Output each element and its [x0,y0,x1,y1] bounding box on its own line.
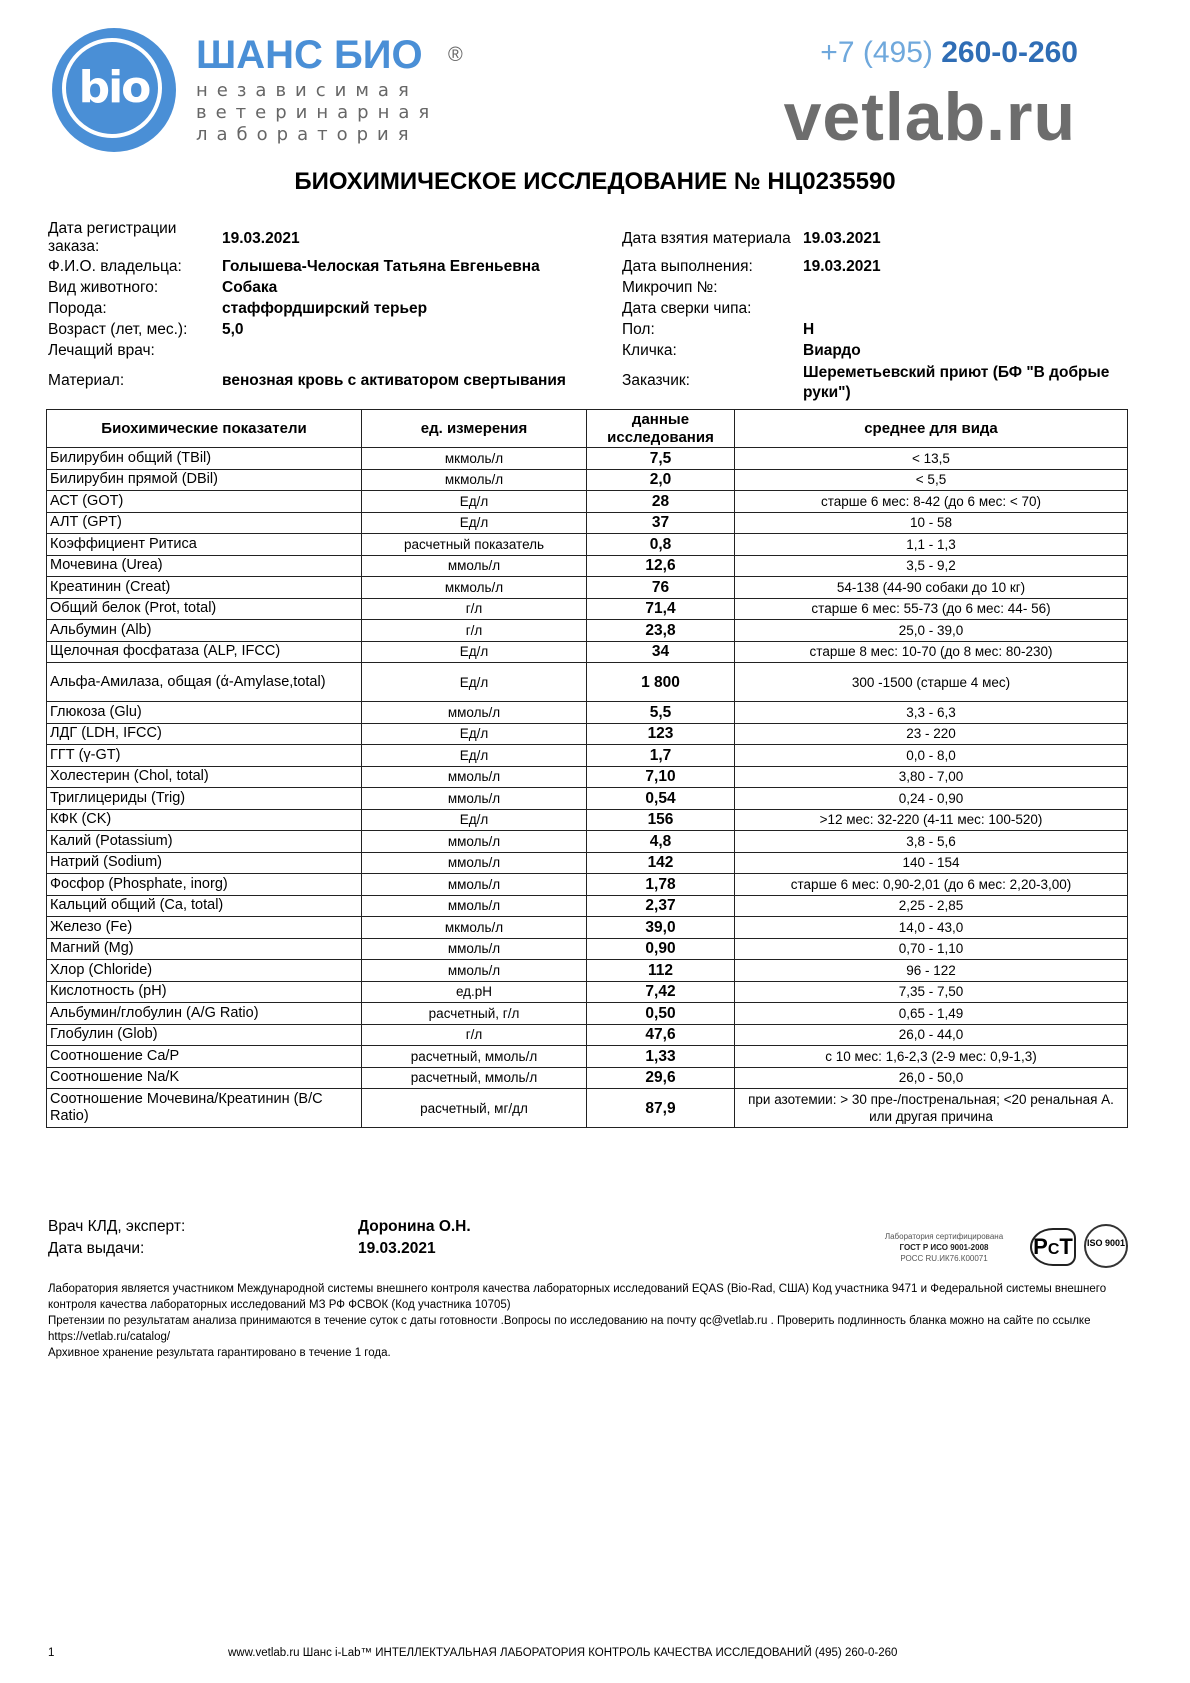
result-value: 71,4 [587,598,735,620]
unit: г/л [362,598,587,620]
cert-line-1: Лаборатория сертифицирована [884,1232,1004,1241]
table-row [47,512,1128,534]
done-date-value: 19.03.2021 [803,258,881,275]
sample-date-label: Дата взятия материала [622,230,791,247]
owner-value: Голышева-Челоская Татьяна Евгеньевна [222,258,540,275]
unit: расчетный, г/л [362,1003,587,1025]
reference-range: 3,8 - 5,6 [735,831,1128,853]
result-value: 142 [587,852,735,874]
unit: мкмоль/л [362,577,587,599]
brand-name: ШАНС БИО [196,33,423,77]
done-date-label: Дата выполнения: [622,258,753,275]
sex-value: Н [803,321,815,338]
table-row [47,641,1128,663]
indicator-name: Соотношение Мочевина/Креатинин (B/C Ratio) [47,1089,362,1128]
table-row [47,534,1128,556]
result-value: 2,0 [587,469,735,491]
result-value: 0,90 [587,938,735,960]
pet-name-label: Кличка: [622,342,677,359]
table-row [47,745,1128,767]
table-row [47,1003,1128,1025]
result-value: 7,10 [587,766,735,788]
footer-claims-note: Претензии по результатам анализа принимаются в течение суток с даты готовности .Вопросы по исследованию на почту qc@vetlab.ru . Проверить подлинность бланка можно на сайте по ссылке https://vetlab.ru/catalog/ [48,1315,1091,1343]
reference-range: старше 6 мес: 8-42 (до 6 мес: < 70) [735,491,1128,513]
sex-label: Пол: [622,321,655,338]
result-value: 112 [587,960,735,982]
phone [820,36,1078,70]
table-row [47,938,1128,960]
result-value: 4,8 [587,831,735,853]
table-row [47,663,1128,702]
table-row [47,981,1128,1003]
table-row [47,620,1128,642]
indicator-name: Альфа-Амилаза, общая (ά-Amylase,total) [47,663,362,702]
unit: ммоль/л [362,852,587,874]
reference-range: старше 6 мес: 0,90-2,01 (до 6 мес: 2,20-3,00) [735,874,1128,896]
phone-prefix: +7 (495) [820,36,933,69]
indicator-name: Креатинин (Creat) [47,577,362,599]
customer-value: Шереметьевский приют (БФ "В добрые руки") [803,364,1110,401]
footer-archive-note: Архивное хранение результата гарантировано в течение 1 года. [48,1347,391,1359]
indicator-name: АЛТ (GPT) [47,512,362,534]
reference-range: при азотемии: > 30 пре-/постренальная; <20 ренальная А. или другая причина [735,1089,1128,1128]
bottom-banner: www.vetlab.ru Шанс i-Lab™ ИНТЕЛЛЕКТУАЛЬНАЯ ЛАБОРАТОРИЯ КОНТРОЛЬ КАЧЕСТВА ИССЛЕДОВАНИЙ (495) 260-0-260 [228,1647,898,1659]
table-row [47,1067,1128,1089]
result-value: 123 [587,723,735,745]
reference-range: >12 мес: 32-220 (4-11 мес: 100-520) [735,809,1128,831]
table-row [47,788,1128,810]
col-header-unit: ед. измерения [362,410,587,448]
reference-range: 14,0 - 43,0 [735,917,1128,939]
indicator-name: Железо (Fe) [47,917,362,939]
unit: расчетный, ммоль/л [362,1046,587,1068]
reference-range: старше 6 мес: 55-73 (до 6 мес: 44- 56) [735,598,1128,620]
pet-name-value: Виардо [803,342,861,359]
table-row [47,766,1128,788]
table-row [47,831,1128,853]
certification-text [868,1231,1020,1264]
indicator-name: Фосфор (Phosphate, inorg) [47,874,362,896]
indicator-name: Коэффициент Ритиса [47,534,362,556]
reference-range: 23 - 220 [735,723,1128,745]
reference-range: < 5,5 [735,469,1128,491]
unit: Ед/л [362,641,587,663]
indicator-name: Глюкоза (Glu) [47,702,362,724]
iso-certification-icon: ISO 9001 [1084,1224,1128,1268]
result-value: 1,33 [587,1046,735,1068]
results-table [46,409,1128,1128]
reference-range: 0,24 - 0,90 [735,788,1128,810]
indicator-name: Кальций общий (Ca, total) [47,895,362,917]
table-row [47,874,1128,896]
indicator-name: Соотношение Ca/P [47,1046,362,1068]
indicator-name: Калий (Potassium) [47,831,362,853]
unit: мкмоль/л [362,448,587,470]
table-row [47,723,1128,745]
table-row [47,577,1128,599]
expert-label: Врач КЛД, эксперт: [48,1218,186,1235]
result-value: 7,42 [587,981,735,1003]
result-value: 37 [587,512,735,534]
result-value: 29,6 [587,1067,735,1089]
result-value: 1 800 [587,663,735,702]
footer-notes [48,1281,1138,1361]
reg-date-value: 19.03.2021 [222,230,300,247]
result-value: 23,8 [587,620,735,642]
result-value: 1,78 [587,874,735,896]
indicator-name: Натрий (Sodium) [47,852,362,874]
table-header-row [47,410,1128,448]
reference-range: 3,5 - 9,2 [735,555,1128,577]
rst-certification-icon: РСТ [1030,1228,1076,1266]
unit: ммоль/л [362,874,587,896]
customer-label: Заказчик: [622,372,690,389]
unit: ммоль/л [362,895,587,917]
unit: расчетный, ммоль/л [362,1067,587,1089]
footer-eqas-note: Лаборатория является участником Международной системы внешнего контроля качества лабораторных исследований EQAS (Bio-Rad, США) Код участника 9471 и Федеральной системы внешнего контроля качества лабораторных исследований МЗ РФ ФСВОК (Код участника 10705) [48,1283,1107,1311]
unit: ммоль/л [362,831,587,853]
unit: ммоль/л [362,766,587,788]
indicator-name: АСТ (GOT) [47,491,362,513]
table-row [47,960,1128,982]
table-row [47,1024,1128,1046]
unit: Ед/л [362,723,587,745]
indicator-name: Хлор (Chloride) [47,960,362,982]
reference-range: 26,0 - 50,0 [735,1067,1128,1089]
reference-range: 2,25 - 2,85 [735,895,1128,917]
result-value: 34 [587,641,735,663]
col-header-reference: среднее для вида [735,410,1128,448]
indicator-name: Щелочная фосфатаза (ALP, IFCC) [47,641,362,663]
reference-range: 54-138 (44-90 собаки до 10 кг) [735,577,1128,599]
indicator-name: КФК (CK) [47,809,362,831]
age-value: 5,0 [222,321,244,338]
result-value: 7,5 [587,448,735,470]
reference-range: < 13,5 [735,448,1128,470]
chip-label: Микрочип №: [622,279,718,296]
reference-range: 1,1 - 1,3 [735,534,1128,556]
table-row [47,555,1128,577]
result-value: 5,5 [587,702,735,724]
unit: ммоль/л [362,788,587,810]
tagline-line-3: лаборатория [196,124,418,145]
table-row [47,895,1128,917]
cert-line-2: ГОСТ Р ИСО 9001-2008 [899,1243,989,1252]
unit: ммоль/л [362,702,587,724]
sample-date-value: 19.03.2021 [803,230,881,247]
unit: расчетный, мг/дл [362,1089,587,1128]
phone-number: 260-0-260 [941,36,1078,69]
indicator-name: Триглицериды (Trig) [47,788,362,810]
reference-range: 3,3 - 6,3 [735,702,1128,724]
doctor-label: Лечащий врач: [48,342,155,359]
result-value: 0,50 [587,1003,735,1025]
table-row [47,1046,1128,1068]
indicator-name: Альбумин (Alb) [47,620,362,642]
unit: ммоль/л [362,938,587,960]
unit: ммоль/л [362,960,587,982]
unit: ммоль/л [362,555,587,577]
table-row [47,491,1128,513]
table-row [47,702,1128,724]
indicator-name: Билирубин прямой (DBil) [47,469,362,491]
result-value: 12,6 [587,555,735,577]
table-row [47,852,1128,874]
indicator-name: ГГТ (γ-GT) [47,745,362,767]
unit: Ед/л [362,512,587,534]
tagline-line-2: ветеринарная [196,102,439,123]
reference-range: 0,65 - 1,49 [735,1003,1128,1025]
unit: Ед/л [362,745,587,767]
reference-range: 140 - 154 [735,852,1128,874]
result-value: 87,9 [587,1089,735,1128]
species-label: Вид животного: [48,279,159,296]
unit: г/л [362,620,587,642]
result-value: 28 [587,491,735,513]
table-row [47,1089,1128,1128]
table-row [47,809,1128,831]
issue-date-value: 19.03.2021 [358,1240,436,1257]
cert-line-3: РОСС RU.ИК76.К00071 [900,1254,988,1263]
indicator-name: Глобулин (Glob) [47,1024,362,1046]
material-label: Материал: [48,372,125,389]
reference-range: 0,70 - 1,10 [735,938,1128,960]
indicator-name: Общий белок (Prot, total) [47,598,362,620]
breed-label: Порода: [48,300,107,317]
reference-range: 0,0 - 8,0 [735,745,1128,767]
result-value: 39,0 [587,917,735,939]
logo-bio-icon: bio [78,62,150,113]
result-value: 0,54 [587,788,735,810]
page-title: БИОХИМИЧЕСКОЕ ИССЛЕДОВАНИЕ № НЦ0235590 [294,168,896,195]
result-value: 47,6 [587,1024,735,1046]
reference-range: 25,0 - 39,0 [735,620,1128,642]
reference-range: 7,35 - 7,50 [735,981,1128,1003]
age-label: Возраст (лет, мес.): [48,321,188,338]
unit: расчетный показатель [362,534,587,556]
indicator-name: Холестерин (Chol, total) [47,766,362,788]
reg-date-label: Дата регистрации заказа: [48,220,177,255]
result-value: 156 [587,809,735,831]
indicator-name: Соотношение Na/K [47,1067,362,1089]
page-number: 1 [48,1647,55,1659]
table-row [47,598,1128,620]
table-row [47,917,1128,939]
owner-label: Ф.И.О. владельца: [48,258,182,275]
reference-range: 10 - 58 [735,512,1128,534]
indicator-name: ЛДГ (LDH, IFCC) [47,723,362,745]
result-value: 1,7 [587,745,735,767]
unit: мкмоль/л [362,917,587,939]
issue-date-label: Дата выдачи: [48,1240,145,1257]
indicator-name: Мочевина (Urea) [47,555,362,577]
indicator-name: Билирубин общий (TBil) [47,448,362,470]
species-value: Собака [222,279,278,296]
result-value: 2,37 [587,895,735,917]
unit: Ед/л [362,809,587,831]
material-value: венозная кровь с активатором свертывания [222,372,566,389]
indicator-name: Кислотность (pH) [47,981,362,1003]
expert-name: Доронина О.Н. [358,1218,471,1235]
unit: Ед/л [362,663,587,702]
reference-range: с 10 мес: 1,6-2,3 (2-9 мес: 0,9-1,3) [735,1046,1128,1068]
unit: г/л [362,1024,587,1046]
col-header-indicator: Биохимические показатели [47,410,362,448]
registered-mark: ® [448,44,463,66]
tagline-line-1: независимая [196,80,418,101]
table-row [47,448,1128,470]
unit: мкмоль/л [362,469,587,491]
indicator-name: Альбумин/глобулин (A/G Ratio) [47,1003,362,1025]
result-value: 0,8 [587,534,735,556]
reference-range: 3,80 - 7,00 [735,766,1128,788]
table-row [47,469,1128,491]
indicator-name: Магний (Mg) [47,938,362,960]
reference-range: 26,0 - 44,0 [735,1024,1128,1046]
chip-check-label: Дата сверки чипа: [622,300,752,317]
unit: Ед/л [362,491,587,513]
website: vetlab.ru [783,79,1076,155]
result-value: 76 [587,577,735,599]
reference-range: 300 -1500 (старше 4 мес) [735,663,1128,702]
col-header-result: данные исследования [587,410,735,448]
unit: ед.pH [362,981,587,1003]
breed-value: стаффордширский терьер [222,300,428,317]
reference-range: 96 - 122 [735,960,1128,982]
reference-range: старше 8 мес: 10-70 (до 8 мес: 80-230) [735,641,1128,663]
